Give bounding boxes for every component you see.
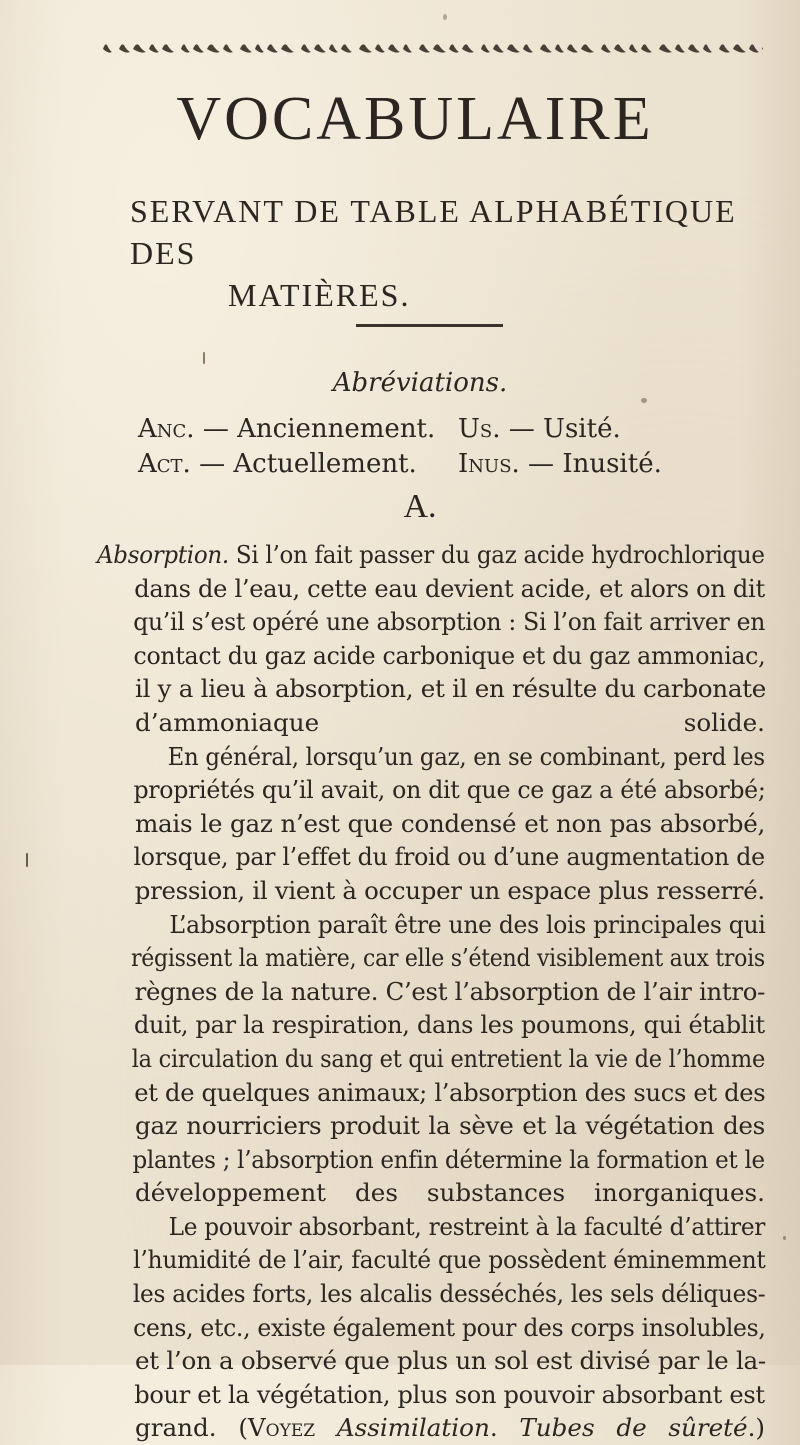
abbreviation-separator: — — [500, 414, 544, 444]
page-title: VOCABULAIRE — [176, 85, 654, 153]
entry-line: mais le gaz n’est que condensé et non pas absorbé, — [135, 808, 765, 838]
abbreviations-row — [138, 413, 621, 445]
entry-line: il y a lieu à absorption, et il en résulte du carbonate — [135, 674, 767, 704]
entry-line: En général, lorsqu’un gaz, en se combinant, perd les — [167, 741, 765, 771]
abbreviation-item — [138, 414, 435, 444]
abbreviation-code: Act. — [138, 449, 191, 479]
ornament-fleuron — [240, 44, 252, 52]
abbreviation-code: Inus. — [458, 449, 520, 479]
entry-line: propriétés qu’il avait, on dit que ce gaz a été absorbé; — [133, 775, 766, 805]
dictionary-entry — [97, 538, 765, 1445]
entry-line: règnes de la nature. C’est l’absorption de l’air intro- — [134, 976, 766, 1006]
ornament-fleuron — [193, 44, 204, 52]
page-subtitle — [130, 190, 770, 316]
ornament-fleuron — [181, 44, 190, 52]
entry-headword: Absorption. — [97, 540, 229, 569]
abbreviation-meaning: Usité. — [543, 414, 621, 444]
entry-line: l’humidité de l’air, faculté que possèdent éminemment — [133, 1245, 766, 1275]
ornament-fleuron — [675, 44, 685, 52]
entry-line: la circulation du sang et qui entretient la vie de l’homme — [131, 1043, 766, 1073]
ornament-fleuron — [255, 44, 264, 52]
entry-line: contact du gaz acide carbonique et du gaz ammoniac, — [133, 640, 766, 670]
ornament-fleuron — [733, 44, 746, 52]
section-divider — [356, 324, 503, 327]
ornament-fleuron — [601, 44, 611, 52]
entry-paragraph — [97, 538, 765, 740]
ornament-fleuron — [567, 44, 578, 52]
entry-line: dans de l’eau, cette eau devient acide, et alors on dit — [134, 573, 765, 603]
abbreviation-meaning: Anciennement. — [237, 414, 436, 444]
entry-line: gaz nourriciers produit la sève et la végétation des — [135, 1111, 765, 1141]
entry-line-final: grand. (Voyez Assimilation. Tubes de sûreté.) — [135, 1413, 766, 1443]
cross-reference-link[interactable]: Assimilation — [336, 1413, 490, 1443]
abbreviation-code: Us. — [458, 414, 501, 444]
section-letter: A. — [403, 488, 437, 525]
ornament-fleuron — [523, 44, 533, 52]
ornament-fleuron — [462, 44, 474, 52]
ornament-fleuron — [301, 44, 311, 52]
ornament-fleuron — [359, 44, 372, 52]
abbreviation-separator: — — [194, 414, 238, 444]
ornament-fleuron — [133, 44, 146, 52]
paper-speck — [783, 1236, 786, 1240]
entry-line: plantes ; l’absorption enfin détermine la formation et le — [132, 1144, 765, 1174]
subtitle-line-1: SERVANT DE TABLE ALPHABÉTIQUE DES — [130, 193, 737, 271]
entry-line: duit, par la respiration, dans les poumons, qui établit — [134, 1010, 765, 1040]
entry-line: pression, il vient à occuper un espace plus resserré. — [134, 875, 765, 905]
abbreviation-separator: — — [519, 449, 563, 479]
ornament-fleuron — [507, 44, 520, 52]
ornament-fleuron — [449, 44, 459, 52]
entry-line: lorsque, par l’effet du froid ou d’une augmentation de — [133, 842, 765, 872]
entry-paragraph — [97, 1210, 765, 1445]
ornament-fleuron — [403, 44, 412, 52]
ornament-fleuron — [119, 44, 130, 52]
ornament-fleuron — [493, 44, 504, 52]
ornament-fleuron — [281, 44, 294, 52]
entry-line: L’absorption paraît être une des lois principales qui — [169, 909, 766, 939]
paper-speck — [641, 398, 647, 403]
paper-speck — [443, 14, 447, 20]
subtitle-line-2: MATIÈRES. — [228, 277, 411, 313]
ornament-fleuron — [659, 44, 672, 52]
abbreviations-heading: Abréviations. — [332, 368, 508, 398]
ornament-fleuron — [433, 44, 446, 52]
abbreviation-separator: — — [190, 449, 234, 479]
ornament-fleuron — [341, 44, 352, 52]
entry-line: d’ammoniaque solide. — [135, 707, 765, 737]
ornament-fleuron — [207, 44, 220, 52]
ornament-fleuron — [641, 44, 652, 52]
ornament-fleuron — [162, 44, 174, 52]
entry-line: Absorption. Si l’on fait passer du gaz acide hydrochlorique — [97, 540, 765, 569]
paper-speck — [26, 853, 28, 867]
ornament-fleuron — [703, 44, 712, 52]
ornament-fleuron — [614, 44, 626, 52]
ornament-fleuron — [629, 44, 638, 52]
ornament-fleuron — [555, 44, 564, 52]
ornament-fleuron — [103, 44, 112, 52]
ornament-fleuron — [688, 44, 700, 52]
abbreviation-item — [458, 448, 662, 480]
entry-line: développement des substances inorganiques. — [135, 1178, 765, 1208]
paper-speck — [203, 352, 205, 364]
entry-line: et l’on a observé que plus un sol est divisé par le la- — [135, 1346, 766, 1376]
cross-reference-link[interactable]: Tubes de sûreté — [519, 1413, 748, 1443]
ornament-fleuron — [388, 44, 400, 52]
ornament-fleuron — [314, 44, 326, 52]
entry-line: cens, etc., existe également pour des corps insolubles, — [133, 1312, 766, 1342]
see-also-label: Voyez — [247, 1413, 316, 1443]
ornament-fleuron — [223, 44, 233, 52]
entry-line: et de quelques animaux; l’absorption des sucs et des — [134, 1077, 766, 1107]
ornament-fleuron — [419, 44, 430, 52]
entry-line: les acides forts, les alcalis desséchés, les sels déliques- — [132, 1279, 766, 1309]
entry-line: bour et la végétation, plus son pouvoir absorbant est — [134, 1379, 765, 1409]
ornament-fleuron — [749, 44, 759, 52]
abbreviation-code: Anc. — [138, 414, 195, 444]
entry-line: régissent la matière, car elle s’étend visiblement aux trois — [131, 943, 765, 973]
ornament-fleuron — [329, 44, 338, 52]
decorative-ornament-band — [103, 35, 763, 57]
ornament-fleuron — [762, 44, 763, 52]
entry-paragraph — [97, 740, 765, 908]
abbreviation-item — [458, 413, 621, 445]
ornament-fleuron — [719, 44, 730, 52]
ornament-fleuron — [540, 44, 552, 52]
ornament-fleuron — [481, 44, 490, 52]
abbreviation-meaning: Inusité. — [562, 449, 662, 479]
ornament-fleuron — [375, 44, 385, 52]
entry-line: Le pouvoir absorbant, restreint à la faculté d’attirer — [168, 1211, 766, 1241]
ornament-fleuron — [267, 44, 278, 52]
ornament-fleuron — [581, 44, 594, 52]
abbreviation-meaning: Actuellement. — [233, 449, 417, 479]
ornament-fleuron — [149, 44, 159, 52]
entry-line: qu’il s’est opéré une absorption : Si l’on fait arriver en — [133, 607, 766, 637]
abbreviation-item — [138, 449, 417, 479]
abbreviations-row — [138, 448, 662, 480]
entry-paragraph — [97, 908, 765, 1210]
